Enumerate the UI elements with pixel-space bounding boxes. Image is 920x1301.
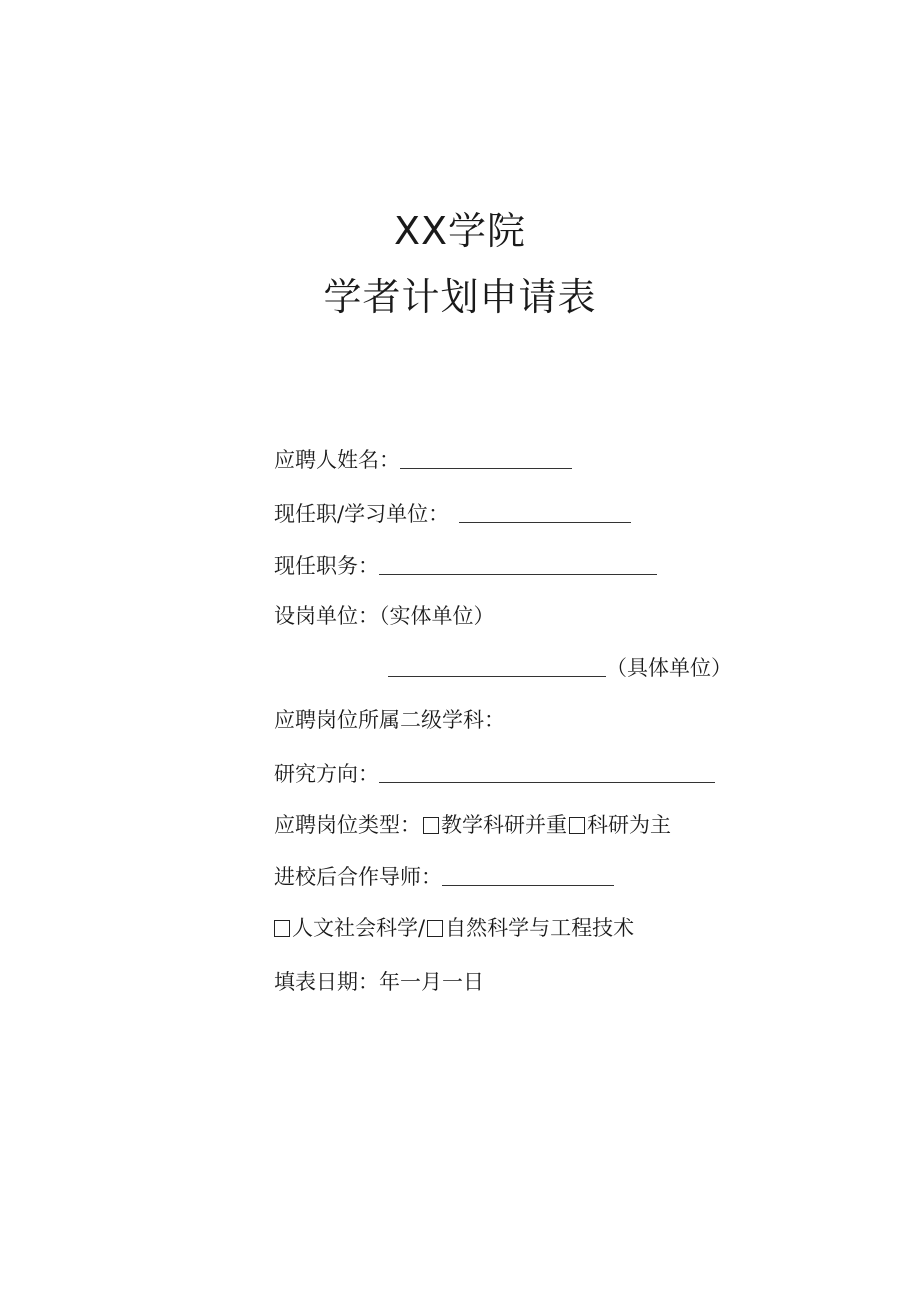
specific-unit-blank[interactable] — [388, 675, 606, 677]
current-position-blank[interactable] — [379, 573, 657, 575]
position-type-row — [274, 815, 671, 836]
field-type-row — [274, 918, 634, 939]
applicant-name-row — [274, 450, 572, 471]
position-option-2-label: 科研为主 — [587, 813, 671, 837]
research-direction-label: 研究方向： — [274, 762, 379, 786]
supervisor-label: 进校后合作导师： — [274, 865, 442, 889]
field-option-1-label: 人文社会科学/ — [292, 916, 426, 940]
unit-row — [274, 606, 495, 627]
entity-unit-label: （实体单位） — [379, 604, 495, 628]
checkbox-humanities[interactable] — [274, 920, 290, 937]
specific-unit-row — [388, 658, 732, 679]
checkbox-teaching-research[interactable] — [423, 817, 439, 834]
discipline-label: 应聘岗位所属二级学科： — [274, 708, 505, 732]
fill-date-row — [274, 972, 484, 993]
current-employer-label: 现任职/学习单位： — [274, 502, 450, 526]
form-title: 学者计划申请表 — [323, 275, 597, 319]
supervisor-row — [274, 867, 614, 888]
position-option-1-label: 教学科研并重 — [441, 813, 567, 837]
current-employer-row — [274, 504, 631, 525]
applicant-name-label: 应聘人姓名： — [274, 448, 400, 472]
institution-title: XX学院 — [393, 209, 527, 253]
research-direction-blank[interactable] — [379, 781, 715, 783]
specific-unit-label: （具体单位） — [606, 656, 732, 680]
research-direction-row — [274, 764, 715, 785]
checkbox-natural-science[interactable] — [427, 920, 443, 937]
current-position-label: 现任职务： — [274, 554, 379, 578]
position-type-label: 应聘岗位类型： — [274, 813, 421, 837]
fill-date-label: 填表日期：年一月一日 — [274, 970, 484, 994]
field-option-2-label: 自然科学与工程技术 — [445, 916, 635, 940]
supervisor-blank[interactable] — [442, 884, 614, 886]
checkbox-research-focus[interactable] — [569, 817, 585, 834]
current-position-row — [274, 556, 657, 577]
applicant-name-blank[interactable] — [400, 467, 572, 469]
current-employer-blank[interactable] — [459, 521, 631, 523]
discipline-row — [274, 710, 505, 731]
unit-label: 设岗单位： — [274, 604, 379, 628]
